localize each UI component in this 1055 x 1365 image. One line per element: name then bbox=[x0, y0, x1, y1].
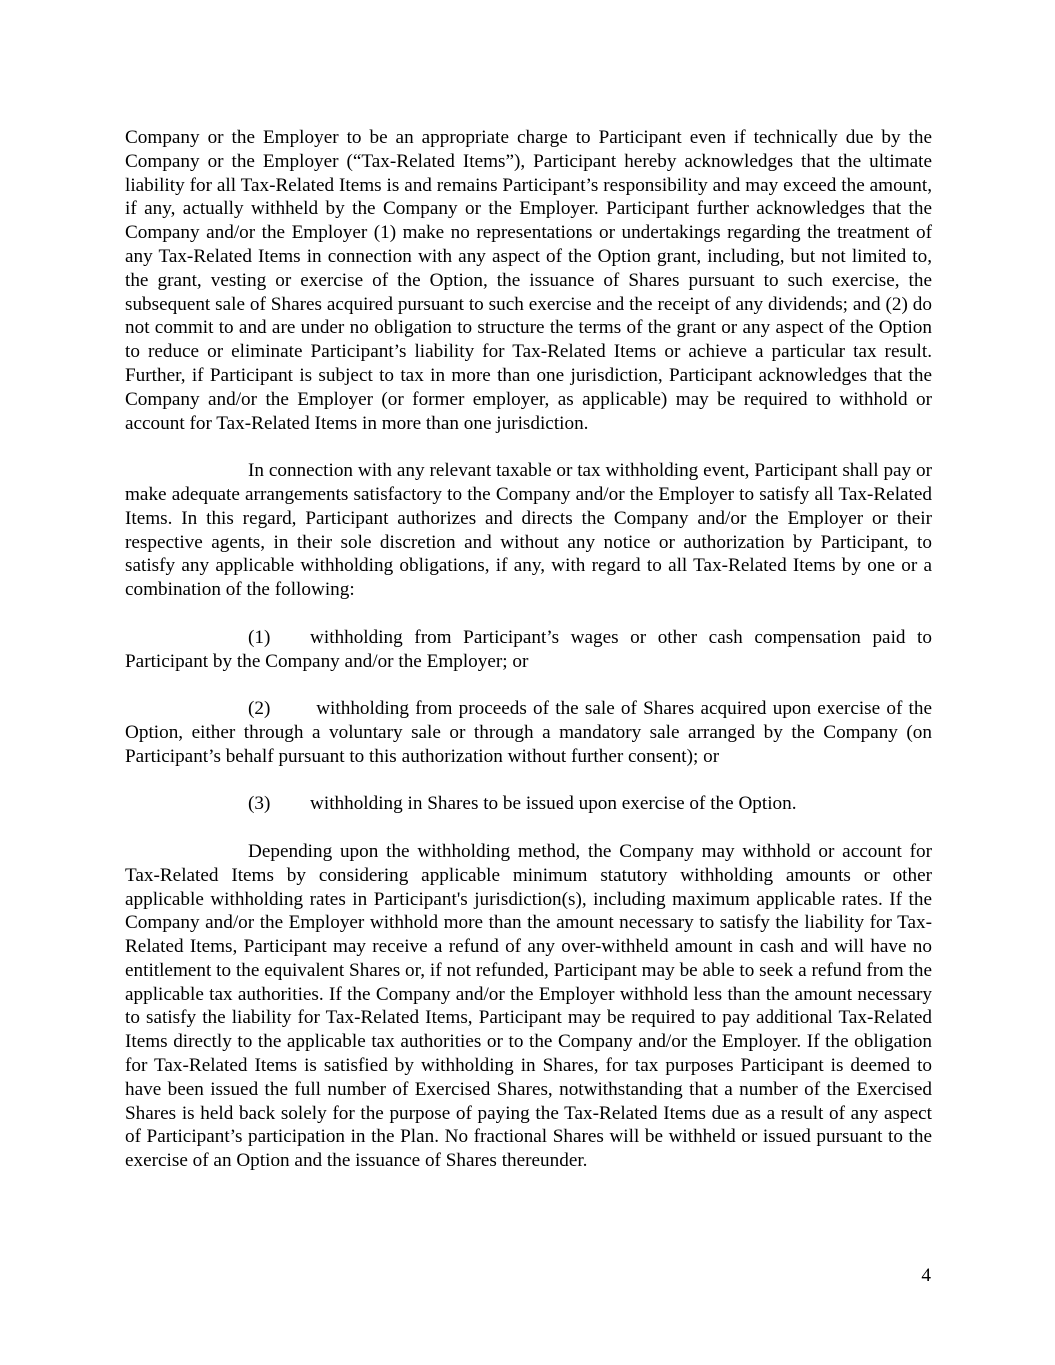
paragraph-closing: Depending upon the withholding method, the Company may withhold or account for Tax-Related Items by considering applicable minimum statutory withholding amounts or other applicable withholding rates in Participant's jurisdiction(s), including maximum applicable rates. If the Company and/or the Employer withhold more than the amount necessary to satisfy the liability for Tax-Related Items, Participant may receive a refund of any over-withheld amount in cash and will have no entitlement to the equivalent Shares or, if not refunded, Participant may be able to seek a refund from the applicable tax authorities. If the Company and/or the Employer withhold less than the amount necessary to satisfy the liability for Tax-Related Items, Participant may be required to pay additional Tax-Related Items directly to the applicable tax authorities or to the Company and/or the Employer. If the obligation for Tax-Related Items is satisfied by withholding in Shares, for tax purposes Participant is deemed to have been issued the full number of Exercised Shares, notwithstanding that a number of the Exercised Shares is held back solely for the purpose of paying the Tax-Related Items due as a result of any aspect of Participant’s participation in the Plan. No fractional Shares will be withheld or issued pursuant to the exercise of an Option and the issuance of Shares thereunder. bbox=[125, 840, 932, 1172]
list-item-1-text: withholding from Participant’s wages or other cash compensation paid to Participant by the Company and/or the Employer; or bbox=[125, 626, 932, 672]
list-item-2-number: (2) bbox=[248, 698, 271, 720]
document-body bbox=[125, 126, 932, 1197]
paragraph-withholding-intro: In connection with any relevant taxable or tax withholding event, Participant shall pay or make adequate arrangements satisfactory to the Company and/or the Employer to satisfy all Tax-Related Items. In this regard, Participant authorizes and directs the Company and/or the Employer or their respective agents, in their sole discretion and without any notice or authorization by Participant, to satisfy any applicable withholding obligations, if any, with regard to all Tax-Related Items by one or a combination of the following: bbox=[125, 460, 932, 601]
list-item-3-text: withholding in Shares to be issued upon exercise of the Option. bbox=[310, 793, 797, 815]
list-item-2 bbox=[125, 697, 932, 768]
page-number: 4 bbox=[921, 1265, 931, 1286]
paragraph-continued: Company or the Employer to be an appropriate charge to Participant even if technically due by the Company or the Employer (“Tax-Related Items”), Participant hereby acknowledges that the ultimate liability for all Tax-Related Items is and remains Participant’s responsibility and may exceed the amount, if any, actually withheld by the Company or the Employer. Participant further acknowledges that the Company and/or the Employer (1) make no representations or undertakings regarding the treatment of any Tax-Related Items in connection with any aspect of the Option grant, including, but not limited to, the grant, vesting or exercise of the Option, the issuance of Shares pursuant to such exercise, the subsequent sale of Shares acquired pursuant to such exercise and the receipt of any dividends; and (2) do not commit to and are under no obligation to structure the terms of the grant or any aspect of the Option to reduce or eliminate Participant’s liability for Tax-Related Items or achieve a particular tax result. Further, if Participant is subject to tax in more than one jurisdiction, Participant acknowledges that the Company and/or the Employer (or former employer, as applicable) may be required to withhold or account for Tax-Related Items in more than one jurisdiction. bbox=[125, 127, 932, 434]
list-item-2-text: withholding from proceeds of the sale of Shares acquired upon exercise of the Option, either through a voluntary sale or through a mandatory sale arranged by the Company (on Participant’s behalf pursuant to this authorization without further consent); or bbox=[125, 698, 932, 767]
list-item-3 bbox=[125, 792, 932, 816]
list-item-3-number: (3) bbox=[248, 793, 271, 815]
list-item-1 bbox=[125, 626, 932, 674]
list-item-1-number: (1) bbox=[248, 626, 271, 648]
